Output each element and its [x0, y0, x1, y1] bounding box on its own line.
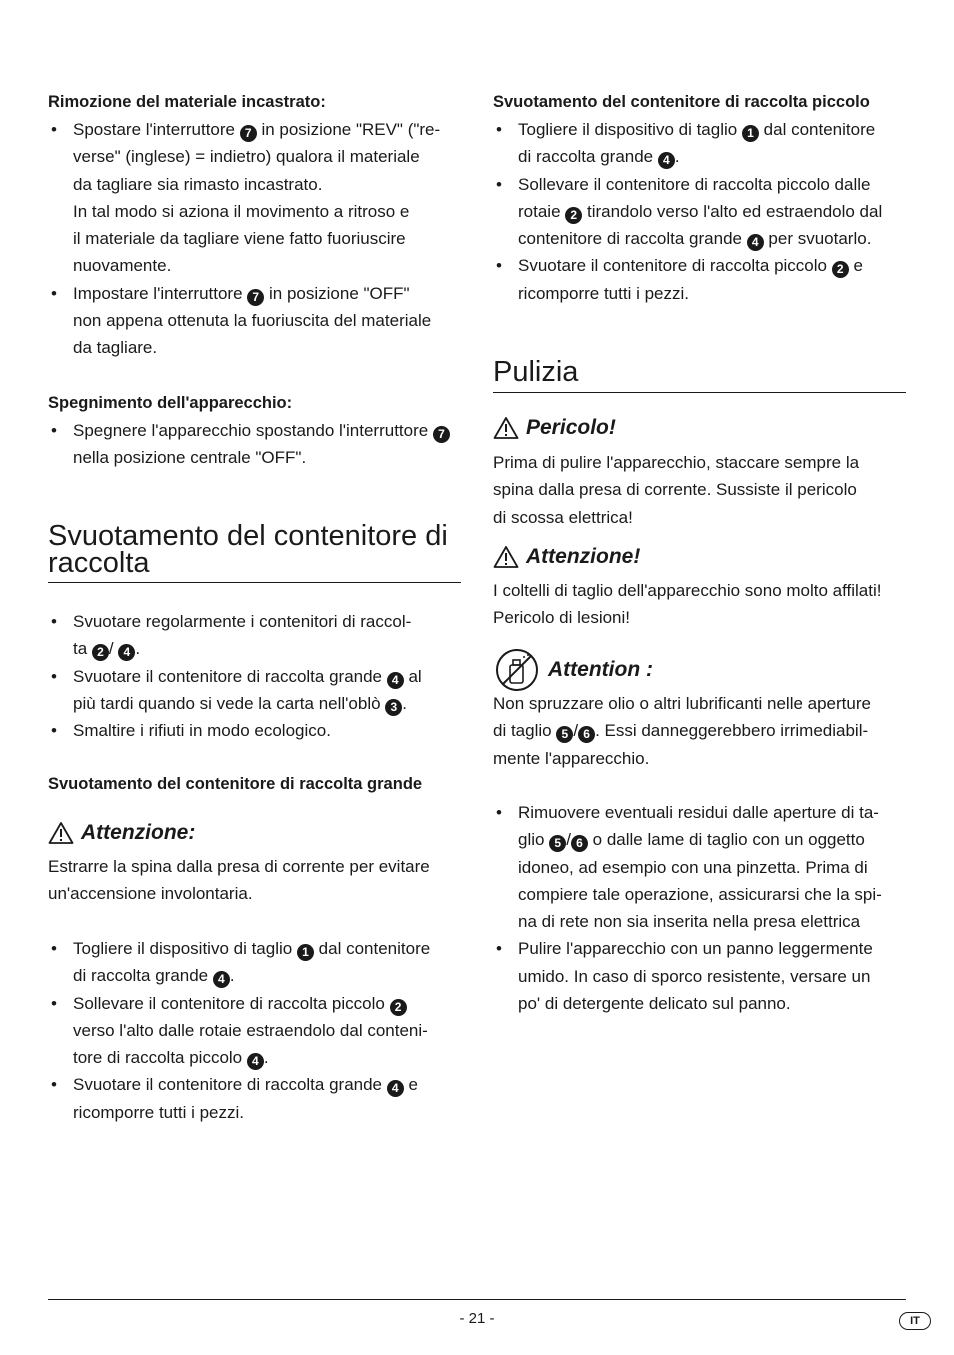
list-item: • Rimuovere eventuali residui dalle aperture di ta- glio 5 / 6 o dalle lame di taglio con un oggetto idoneo, ad esempio con una pinzetta. Prima di compiere tale operazione, assicurarsi che la spi- na di rete non sia inserita nella presa elettrica	[493, 799, 882, 935]
warning-text: Non spruzzare olio o altri lubrificanti nelle aperture di taglio 5 / 6 . Essi danneggerebbero irrimediabil- mente l'apparecchio.	[493, 694, 871, 768]
ref-number: 7	[433, 426, 450, 443]
list-item: • Spegnere l'apparecchio spostando l'interruttore 7 nella posizione centrale "OFF".	[48, 417, 450, 472]
ref-number: 1	[742, 125, 759, 142]
list-svuotamento	[48, 608, 422, 744]
list-item: • Svuotare il contenitore di raccolta grande 4 e ricomporre tutti i pezzi.	[48, 1071, 430, 1126]
list-item: • Svuotare il contenitore di raccolta piccolo 2 e ricomporre tutti i pezzi.	[493, 252, 882, 307]
ref-number: 4	[247, 1053, 264, 1070]
ref-number: 7	[247, 289, 264, 306]
footer-rule	[48, 1299, 906, 1300]
list-item: • Togliere il dispositivo di taglio 1 dal contenitore di raccolta grande 4 .	[48, 935, 430, 990]
ref-number: 2	[390, 999, 407, 1016]
warning-triangle-icon	[493, 545, 519, 569]
list-grande	[48, 935, 430, 1126]
warning-text: I coltelli di taglio dell'apparecchio sono molto affilati! Pericolo di lesioni!	[493, 581, 882, 628]
ref-number: 5	[549, 835, 566, 852]
ref-number: 6	[578, 726, 595, 743]
ref-number: 2	[92, 644, 109, 661]
warning-text: Estrarre la spina dalla presa di corrente per evitare un'accensione involontaria.	[48, 857, 430, 904]
list-item: • Svuotare il contenitore di raccolta grande 4 al più tardi quando si vede la carta nell'oblò 3 .	[48, 663, 422, 718]
ref-number: 4	[213, 971, 230, 988]
section-title-piccolo: Svuotamento del contenitore di raccolta piccolo	[493, 93, 870, 111]
language-badge: IT	[899, 1312, 931, 1330]
warning-pericolo: Pericolo!	[493, 416, 616, 440]
list-item: • Impostare l'interruttore 7 in posizione "OFF" non appena ottenuta la fuoriuscita del materiale da tagliare.	[48, 280, 440, 362]
heading-pulizia: Pulizia	[493, 356, 579, 388]
list-item: • Smaltire i rifiuti in modo ecologico.	[48, 717, 422, 744]
list-item: • Sollevare il contenitore di raccolta piccolo 2 verso l'alto dalle rotaie estraendolo dal conteni- tore di raccolta piccolo 4 .	[48, 990, 430, 1072]
list-item: • Svuotare regolarmente i contenitori di raccol- ta 2 / 4 .	[48, 608, 422, 663]
ref-number: 4	[387, 1080, 404, 1097]
warning-attenzione: Attenzione!	[493, 545, 640, 569]
ref-number: 4	[118, 644, 135, 661]
section-title-grande: Svuotamento del contenitore di raccolta grande	[48, 775, 423, 793]
section-title-rimozione: Rimozione del materiale incastrato:	[48, 93, 326, 111]
warning-attenzione: Attenzione:	[48, 821, 195, 845]
section-title-spegnimento: Spegnimento dell'apparecchio:	[48, 394, 293, 412]
ref-number: 6	[571, 835, 588, 852]
page-number: - 21 -	[459, 1310, 495, 1327]
list-piccolo	[493, 116, 882, 307]
no-spray-icon	[493, 647, 541, 693]
ref-number: 2	[565, 207, 582, 224]
heading-svuotamento: Svuotamento del contenitore di raccolta	[48, 520, 448, 579]
ref-number: 4	[658, 152, 675, 169]
ref-number: 2	[832, 261, 849, 278]
ref-number: 3	[385, 699, 402, 716]
list-rimozione	[48, 116, 440, 362]
list-item: • Togliere il dispositivo di taglio 1 dal contenitore di raccolta grande 4 .	[493, 116, 882, 171]
list-item: • Pulire l'apparecchio con un panno leggermente umido. In caso di sporco resistente, versare un po' di detergente delicato sul panno.	[493, 935, 882, 1017]
list-item: • Spostare l'interruttore 7 in posizione "REV" ("re- verse" (inglese) = indietro) qualora il materiale da tagliare sia rimasto incastrato. In tal modo si aziona il movimento a ritroso e il materiale da tagliare viene fatto fuoriuscire nuovamente.	[48, 116, 440, 280]
warning-triangle-icon	[493, 416, 519, 440]
list-pulizia	[493, 799, 882, 1017]
ref-number: 1	[297, 944, 314, 961]
heading-rule	[48, 582, 461, 583]
list-spegnimento	[48, 417, 450, 472]
heading-rule	[493, 392, 906, 393]
ref-number: 5	[556, 726, 573, 743]
warning-triangle-icon	[48, 821, 74, 845]
ref-number: 4	[387, 672, 404, 689]
ref-number: 4	[747, 234, 764, 251]
ref-number: 7	[240, 125, 257, 142]
warning-text: Prima di pulire l'apparecchio, staccare sempre la spina dalla presa di corrente. Sussiste il pericolo di scossa elettrica!	[493, 453, 860, 527]
warning-attention: Attention :	[493, 647, 653, 693]
list-item: • Sollevare il contenitore di raccolta piccolo dalle rotaie 2 tirandolo verso l'alto ed estraendolo dal contenitore di raccolta grande 4 per svuotarlo.	[493, 171, 882, 253]
